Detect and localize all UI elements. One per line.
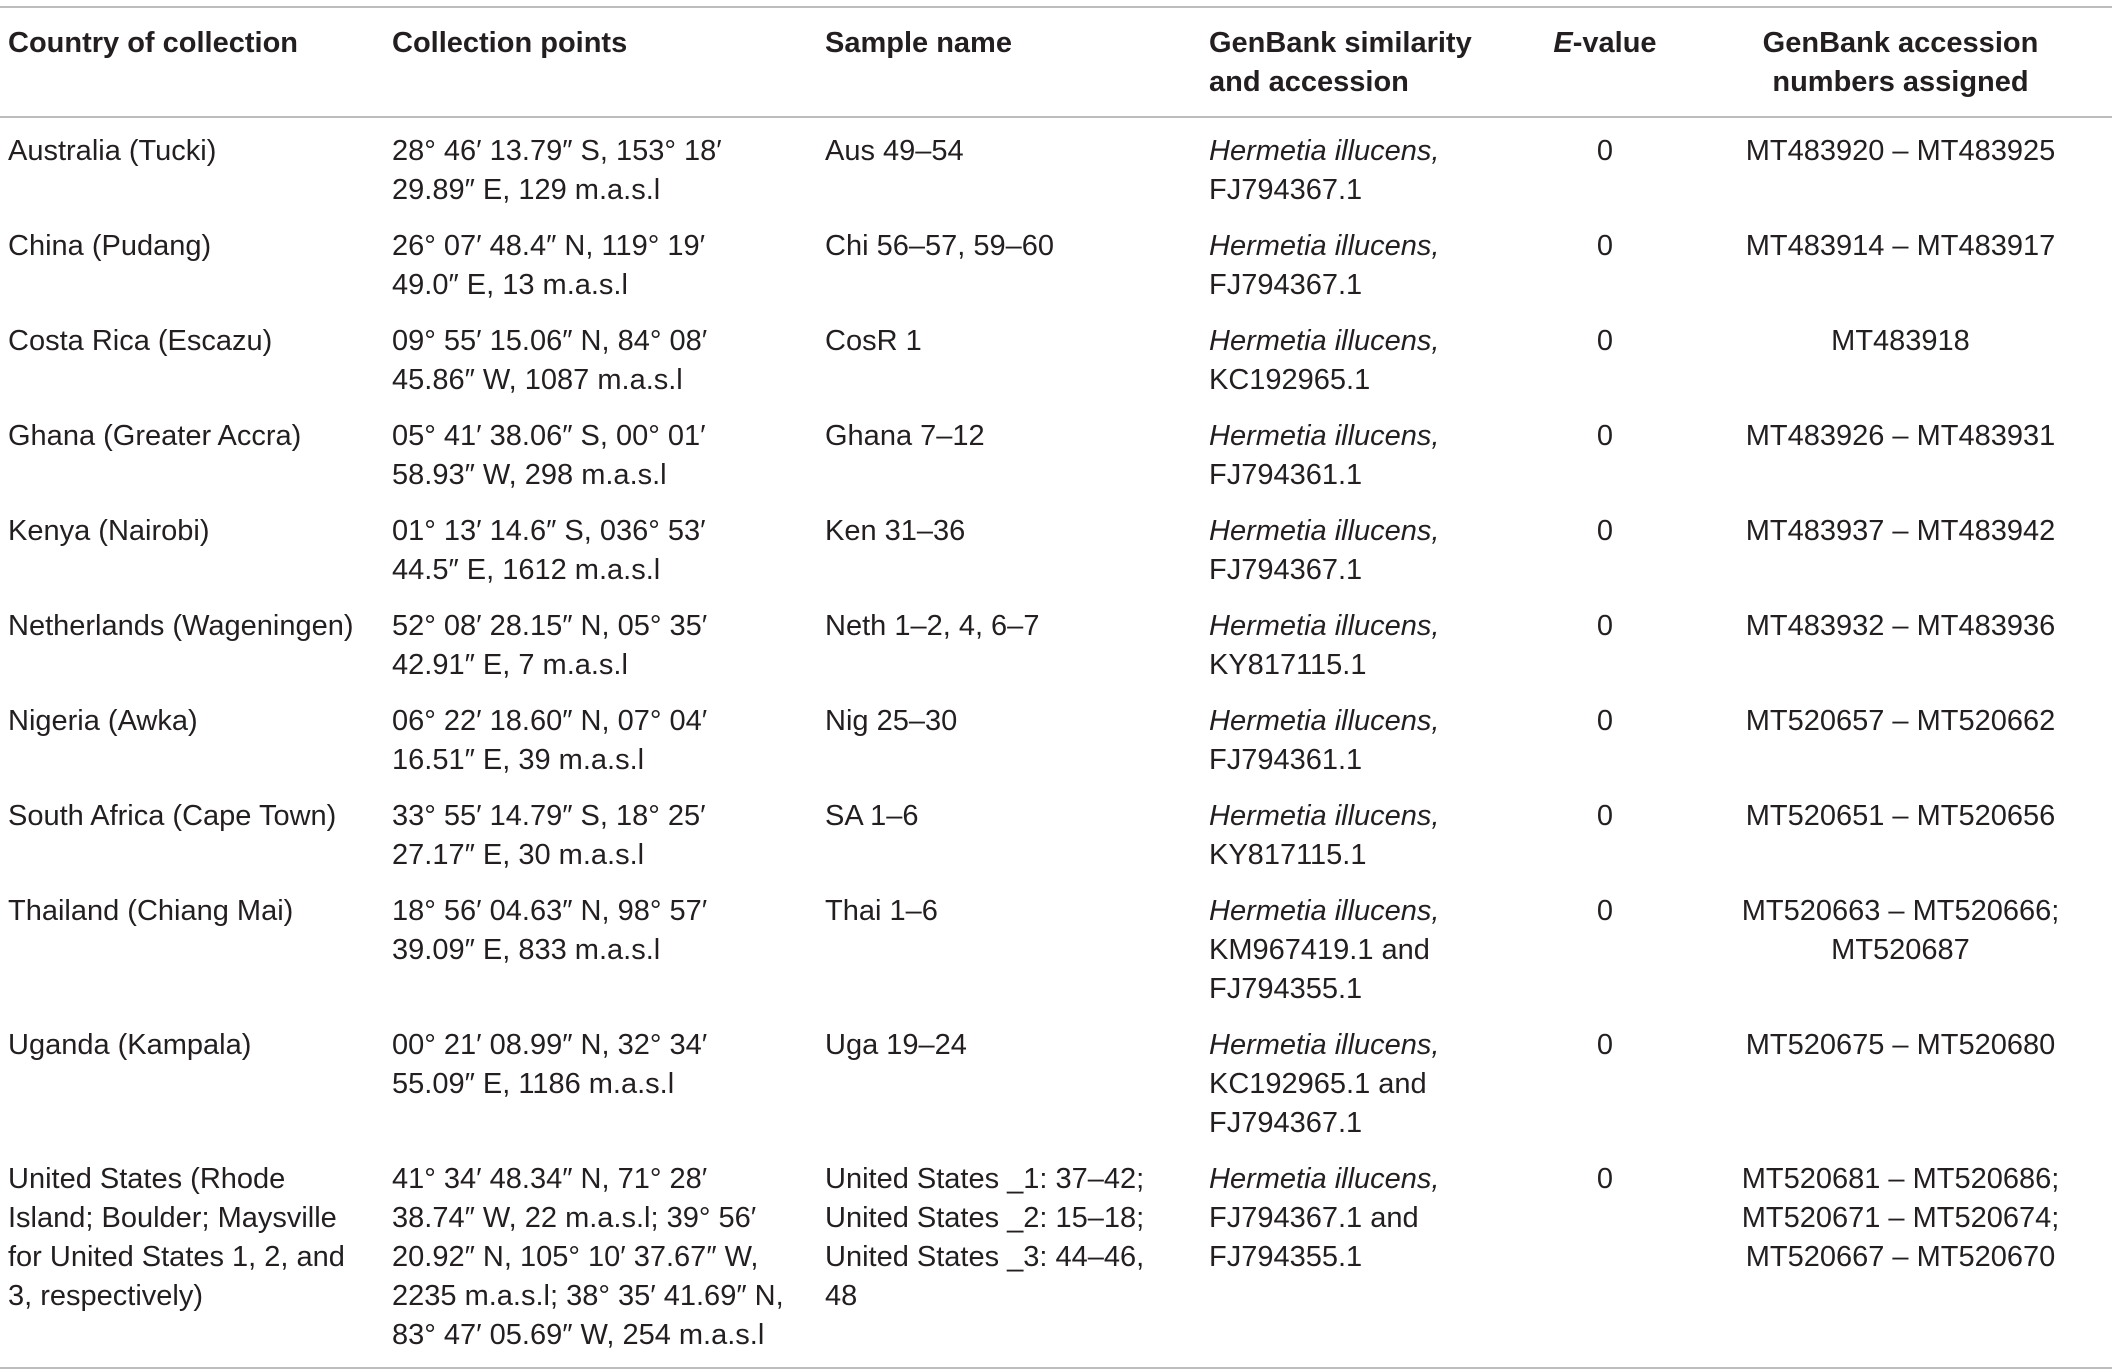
points-line: 44.5″ E, 1612 m.a.s.l [392, 554, 661, 586]
table-row [0, 313, 2112, 408]
header-sample-name: Sample name [825, 27, 1012, 59]
cell-evalue: 0 [1596, 895, 1614, 927]
country-line: Thailand (Chiang Mai) [8, 895, 294, 927]
cell-sample [817, 117, 1201, 218]
sample-line: Nig 25–30 [825, 705, 958, 737]
accession-line: MT483932 – MT483936 [1745, 610, 2056, 642]
cell-similarity [1201, 1151, 1521, 1368]
sample-line: Ken 31–36 [825, 515, 966, 547]
points-line: 38.74″ W, 22 m.a.s.l; 39° 56′ [392, 1202, 757, 1234]
cell-points [384, 883, 817, 1017]
country-line: Uganda (Kampala) [8, 1029, 252, 1061]
cell-points [384, 1017, 817, 1151]
similarity-line: KY817115.1 [1209, 839, 1367, 871]
cell-country [0, 1151, 384, 1368]
similarity-line: FJ794367.1 [1209, 174, 1363, 206]
cell-country [0, 313, 384, 408]
species-name: Hermetia illucens, [1209, 230, 1440, 262]
accession-line: MT483914 – MT483917 [1745, 230, 2056, 262]
points-line: 20.92″ N, 105° 10′ 37.67″ W, [392, 1241, 759, 1273]
cell-similarity [1201, 503, 1521, 598]
cell-country [0, 1017, 384, 1151]
similarity-line: KC192965.1 and [1209, 1068, 1427, 1100]
points-line: 27.17″ E, 30 m.a.s.l [392, 839, 645, 871]
cell-sample [817, 218, 1201, 313]
table-row [0, 117, 2112, 218]
cell-accession [1689, 693, 2112, 788]
cell-evalue: 0 [1596, 705, 1614, 737]
points-line: 29.89″ E, 129 m.a.s.l [392, 174, 661, 206]
table-row [0, 408, 2112, 503]
table-header [0, 7, 2112, 117]
cell-similarity [1201, 598, 1521, 693]
cell-accession [1689, 218, 2112, 313]
sample-line: 48 [825, 1280, 858, 1312]
points-line: 05° 41′ 38.06″ S, 00° 01′ [392, 420, 706, 452]
table-row [0, 1151, 2112, 1368]
table-row [0, 598, 2112, 693]
cell-evalue: 0 [1596, 135, 1614, 167]
country-line: China (Pudang) [8, 230, 212, 262]
country-line: Costa Rica (Escazu) [8, 325, 273, 357]
table-body [0, 117, 2112, 1368]
cell-points [384, 693, 817, 788]
accession-line: MT520681 – MT520686; [1741, 1163, 2060, 1195]
header-row [0, 7, 2112, 117]
cell-similarity [1201, 1017, 1521, 1151]
cell-points [384, 788, 817, 883]
header-evalue-italic: E [1553, 27, 1573, 59]
cell-accession [1689, 117, 2112, 218]
country-line: Netherlands (Wageningen) [8, 610, 354, 642]
country-line: 3, respectively) [8, 1280, 204, 1312]
cell-accession [1689, 883, 2112, 1017]
cell-accession [1689, 788, 2112, 883]
cell-sample [817, 503, 1201, 598]
points-line: 45.86″ W, 1087 m.a.s.l [392, 364, 683, 396]
cell-sample [817, 1151, 1201, 1368]
header-collection-points: Collection points [392, 27, 628, 59]
cell-points [384, 408, 817, 503]
species-name: Hermetia illucens, [1209, 705, 1440, 737]
similarity-line: FJ794367.1 [1209, 1107, 1363, 1139]
cell-points [384, 503, 817, 598]
points-line: 39.09″ E, 833 m.a.s.l [392, 934, 661, 966]
accession-line: MT483920 – MT483925 [1745, 135, 2056, 167]
country-line: Nigeria (Awka) [8, 705, 198, 737]
points-line: 09° 55′ 15.06″ N, 84° 08′ [392, 325, 708, 357]
cell-points [384, 313, 817, 408]
points-line: 28° 46′ 13.79″ S, 153° 18′ [392, 135, 722, 167]
accession-line: MT520671 – MT520674; [1741, 1202, 2060, 1234]
cell-evalue: 0 [1596, 515, 1614, 547]
cell-evalue: 0 [1596, 1163, 1614, 1195]
cell-sample [817, 693, 1201, 788]
collection-table [0, 6, 2112, 1369]
similarity-line: FJ794367.1 [1209, 269, 1363, 301]
cell-points [384, 1151, 817, 1368]
cell-sample [817, 788, 1201, 883]
cell-points [384, 117, 817, 218]
cell-accession [1689, 313, 2112, 408]
cell-sample [817, 1017, 1201, 1151]
cell-similarity [1201, 313, 1521, 408]
species-name: Hermetia illucens, [1209, 895, 1440, 927]
points-line: 00° 21′ 08.99″ N, 32° 34′ [392, 1029, 708, 1061]
cell-similarity [1201, 883, 1521, 1017]
table-row [0, 693, 2112, 788]
species-name: Hermetia illucens, [1209, 135, 1440, 167]
cell-country [0, 503, 384, 598]
similarity-line: KM967419.1 and [1209, 934, 1430, 966]
accession-line: MT520675 – MT520680 [1745, 1029, 2056, 1061]
species-name: Hermetia illucens, [1209, 515, 1440, 547]
cell-country [0, 883, 384, 1017]
country-line: for United States 1, 2, and [8, 1241, 345, 1273]
similarity-line: FJ794367.1 and [1209, 1202, 1419, 1234]
header-similarity-line: GenBank similarity [1209, 27, 1472, 59]
sample-line: Neth 1–2, 4, 6–7 [825, 610, 1040, 642]
cell-evalue: 0 [1596, 800, 1614, 832]
points-line: 18° 56′ 04.63″ N, 98° 57′ [392, 895, 708, 927]
points-line: 2235 m.a.s.l; 38° 35′ 41.69″ N, [392, 1280, 784, 1312]
accession-line: MT520651 – MT520656 [1745, 800, 2056, 832]
cell-country [0, 408, 384, 503]
cell-sample [817, 408, 1201, 503]
points-line: 58.93″ W, 298 m.a.s.l [392, 459, 667, 491]
accession-line: MT483937 – MT483942 [1745, 515, 2056, 547]
cell-evalue: 0 [1596, 1029, 1614, 1061]
cell-accession [1689, 598, 2112, 693]
header-accession-line: numbers assigned [1772, 66, 2029, 98]
header-evalue-rest: -value [1572, 27, 1657, 59]
sample-line: Aus 49–54 [825, 135, 964, 167]
points-line: 49.0″ E, 13 m.a.s.l [392, 269, 628, 301]
cell-similarity [1201, 117, 1521, 218]
points-line: 83° 47′ 05.69″ W, 254 m.a.s.l [392, 1319, 765, 1351]
country-line: Ghana (Greater Accra) [8, 420, 302, 452]
cell-accession [1689, 1017, 2112, 1151]
cell-points [384, 218, 817, 313]
table-row [0, 218, 2112, 313]
species-name: Hermetia illucens, [1209, 1163, 1440, 1195]
cell-country [0, 218, 384, 313]
cell-evalue: 0 [1596, 325, 1614, 357]
cell-country [0, 598, 384, 693]
cell-accession [1689, 503, 2112, 598]
sample-line: Thai 1–6 [825, 895, 938, 927]
table-row [0, 1017, 2112, 1151]
points-line: 55.09″ E, 1186 m.a.s.l [392, 1068, 675, 1100]
sample-line: Ghana 7–12 [825, 420, 985, 452]
accession-line: MT520657 – MT520662 [1745, 705, 2056, 737]
points-line: 42.91″ E, 7 m.a.s.l [392, 649, 628, 681]
country-line: United States (Rhode [8, 1163, 286, 1195]
cell-similarity [1201, 408, 1521, 503]
sample-line: SA 1–6 [825, 800, 919, 832]
cell-accession [1689, 1151, 2112, 1368]
cell-sample [817, 883, 1201, 1017]
cell-similarity [1201, 788, 1521, 883]
similarity-line: FJ794367.1 [1209, 554, 1363, 586]
country-line: Australia (Tucki) [8, 135, 217, 167]
points-line: 06° 22′ 18.60″ N, 07° 04′ [392, 705, 708, 737]
header-genbank-similarity [1201, 7, 1521, 117]
cell-sample [817, 313, 1201, 408]
sample-line: Chi 56–57, 59–60 [825, 230, 1054, 262]
accession-line: MT520687 [1831, 934, 1970, 966]
species-name: Hermetia illucens, [1209, 610, 1440, 642]
points-line: 16.51″ E, 39 m.a.s.l [392, 744, 645, 776]
sample-line: Uga 19–24 [825, 1029, 967, 1061]
cell-points [384, 598, 817, 693]
cell-similarity [1201, 218, 1521, 313]
species-name: Hermetia illucens, [1209, 800, 1440, 832]
country-line: Island; Boulder; Maysville [8, 1202, 337, 1234]
similarity-line: KY817115.1 [1209, 649, 1367, 681]
header-similarity-line: and accession [1209, 66, 1409, 98]
cell-sample [817, 598, 1201, 693]
points-line: 41° 34′ 48.34″ N, 71° 28′ [392, 1163, 708, 1195]
species-name: Hermetia illucens, [1209, 1029, 1440, 1061]
sample-line: United States _3: 44–46, [825, 1241, 1145, 1273]
table-row [0, 503, 2112, 598]
similarity-line: KC192965.1 [1209, 364, 1371, 396]
cell-evalue: 0 [1596, 230, 1614, 262]
sample-line: CosR 1 [825, 325, 922, 357]
header-accession-line: GenBank accession [1762, 27, 2039, 59]
points-line: 52° 08′ 28.15″ N, 05° 35′ [392, 610, 708, 642]
accession-line: MT520667 – MT520670 [1745, 1241, 2056, 1273]
cell-country [0, 788, 384, 883]
accession-line: MT520663 – MT520666; [1741, 895, 2060, 927]
header-genbank-accession [1689, 7, 2112, 117]
country-line: Kenya (Nairobi) [8, 515, 210, 547]
table-row [0, 883, 2112, 1017]
similarity-line: FJ794361.1 [1209, 459, 1363, 491]
species-name: Hermetia illucens, [1209, 420, 1440, 452]
table-row [0, 788, 2112, 883]
cell-evalue: 0 [1596, 420, 1614, 452]
header-evalue [1521, 7, 1689, 117]
similarity-line: FJ794355.1 [1209, 1241, 1363, 1273]
accession-line: MT483926 – MT483931 [1745, 420, 2056, 452]
similarity-line: FJ794361.1 [1209, 744, 1363, 776]
points-line: 26° 07′ 48.4″ N, 119° 19′ [392, 230, 706, 262]
cell-country [0, 693, 384, 788]
sample-line: United States _1: 37–42; [825, 1163, 1145, 1195]
accession-line: MT483918 [1831, 325, 1970, 357]
points-line: 01° 13′ 14.6″ S, 036° 53′ [392, 515, 706, 547]
cell-similarity [1201, 693, 1521, 788]
country-line: South Africa (Cape Town) [8, 800, 337, 832]
header-country: Country of collection [8, 27, 298, 59]
cell-country [0, 117, 384, 218]
cell-accession [1689, 408, 2112, 503]
species-name: Hermetia illucens, [1209, 325, 1440, 357]
points-line: 33° 55′ 14.79″ S, 18° 25′ [392, 800, 706, 832]
sample-line: United States _2: 15–18; [825, 1202, 1145, 1234]
cell-evalue: 0 [1596, 610, 1614, 642]
similarity-line: FJ794355.1 [1209, 973, 1363, 1005]
